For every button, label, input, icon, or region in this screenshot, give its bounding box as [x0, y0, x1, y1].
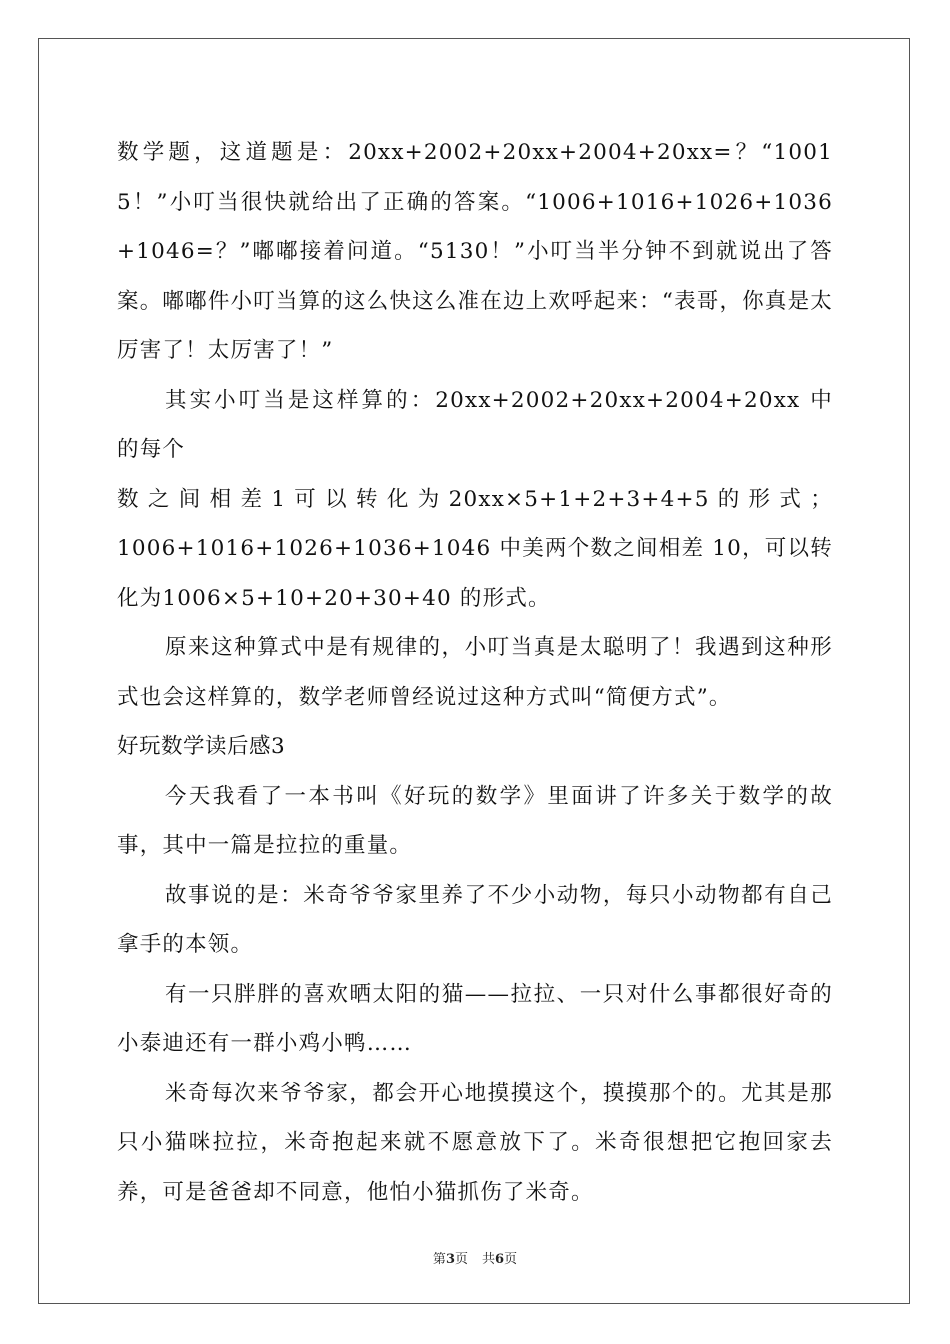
section-heading: 好玩数学读后感3 — [117, 734, 286, 759]
paragraph-2-line-1: 其实小叮当是这样算的：20xx+2002+20xx+2004+20xx 中的每个 — [117, 387, 833, 462]
page-current: 3 — [445, 1252, 455, 1267]
paragraph-3: 原来这种算式中是有规律的，小叮当真是太聪明了！我遇到这种形式也会这样算的，数学老师曾经说过这种方式叫“简便方式”。 — [117, 635, 833, 710]
paragraph-2-line-3: 1006+1016+1026+1036+1046 中美两个数之间相差 10，可以转化为1006×5+10+20+30+40 的形式。 — [117, 536, 833, 611]
paragraph-7: 米奇每次来爷爷家，都会开心地摸摸这个，摸摸那个的。尤其是那只小猫咪拉拉，米奇抱起来就不愿意放下了。米奇很想把它抱回家去养，可是爸爸却不同意，他怕小猫抓伤了米奇。 — [117, 1080, 833, 1205]
paragraph-2-line-2: 数 之 间 相 差 1 可 以 转 化 为 20xx×5+1+2+3+4+5 的 形 式 ； — [117, 486, 833, 512]
paragraph-1: 数学题，这道题是：20xx+2002+20xx+2004+20xx=？“10015！”小叮当很快就给出了正确的答案。“1006+1016+1026+1036+1046=？”嘟嘟接着问道。“5130！”小叮当半分钟不到就说出了答案。嘟嘟件小叮当算的这么快这么准在边上欢呼起来：“表哥，你真是太厉害了！太厉害了！” — [117, 140, 833, 363]
page-footer — [0, 1248, 950, 1267]
paragraph-6: 有一只胖胖的喜欢晒太阳的猫——拉拉、一只对什么事都很好奇的小泰迪还有一群小鸡小鸭…… — [117, 981, 833, 1056]
page-suffix: 页 — [454, 1252, 468, 1267]
page-total: 6 — [495, 1252, 505, 1267]
total-suffix: 页 — [504, 1252, 518, 1267]
paragraph-5: 故事说的是：米奇爷爷家里养了不少小动物，每只小动物都有自己拿手的本领。 — [117, 882, 833, 957]
total-prefix: 共 — [482, 1252, 496, 1267]
document-body — [117, 128, 833, 1217]
page-prefix: 第 — [432, 1252, 446, 1267]
paragraph-4: 今天我看了一本书叫《好玩的数学》里面讲了许多关于数学的故事，其中一篇是拉拉的重量。 — [117, 783, 833, 858]
